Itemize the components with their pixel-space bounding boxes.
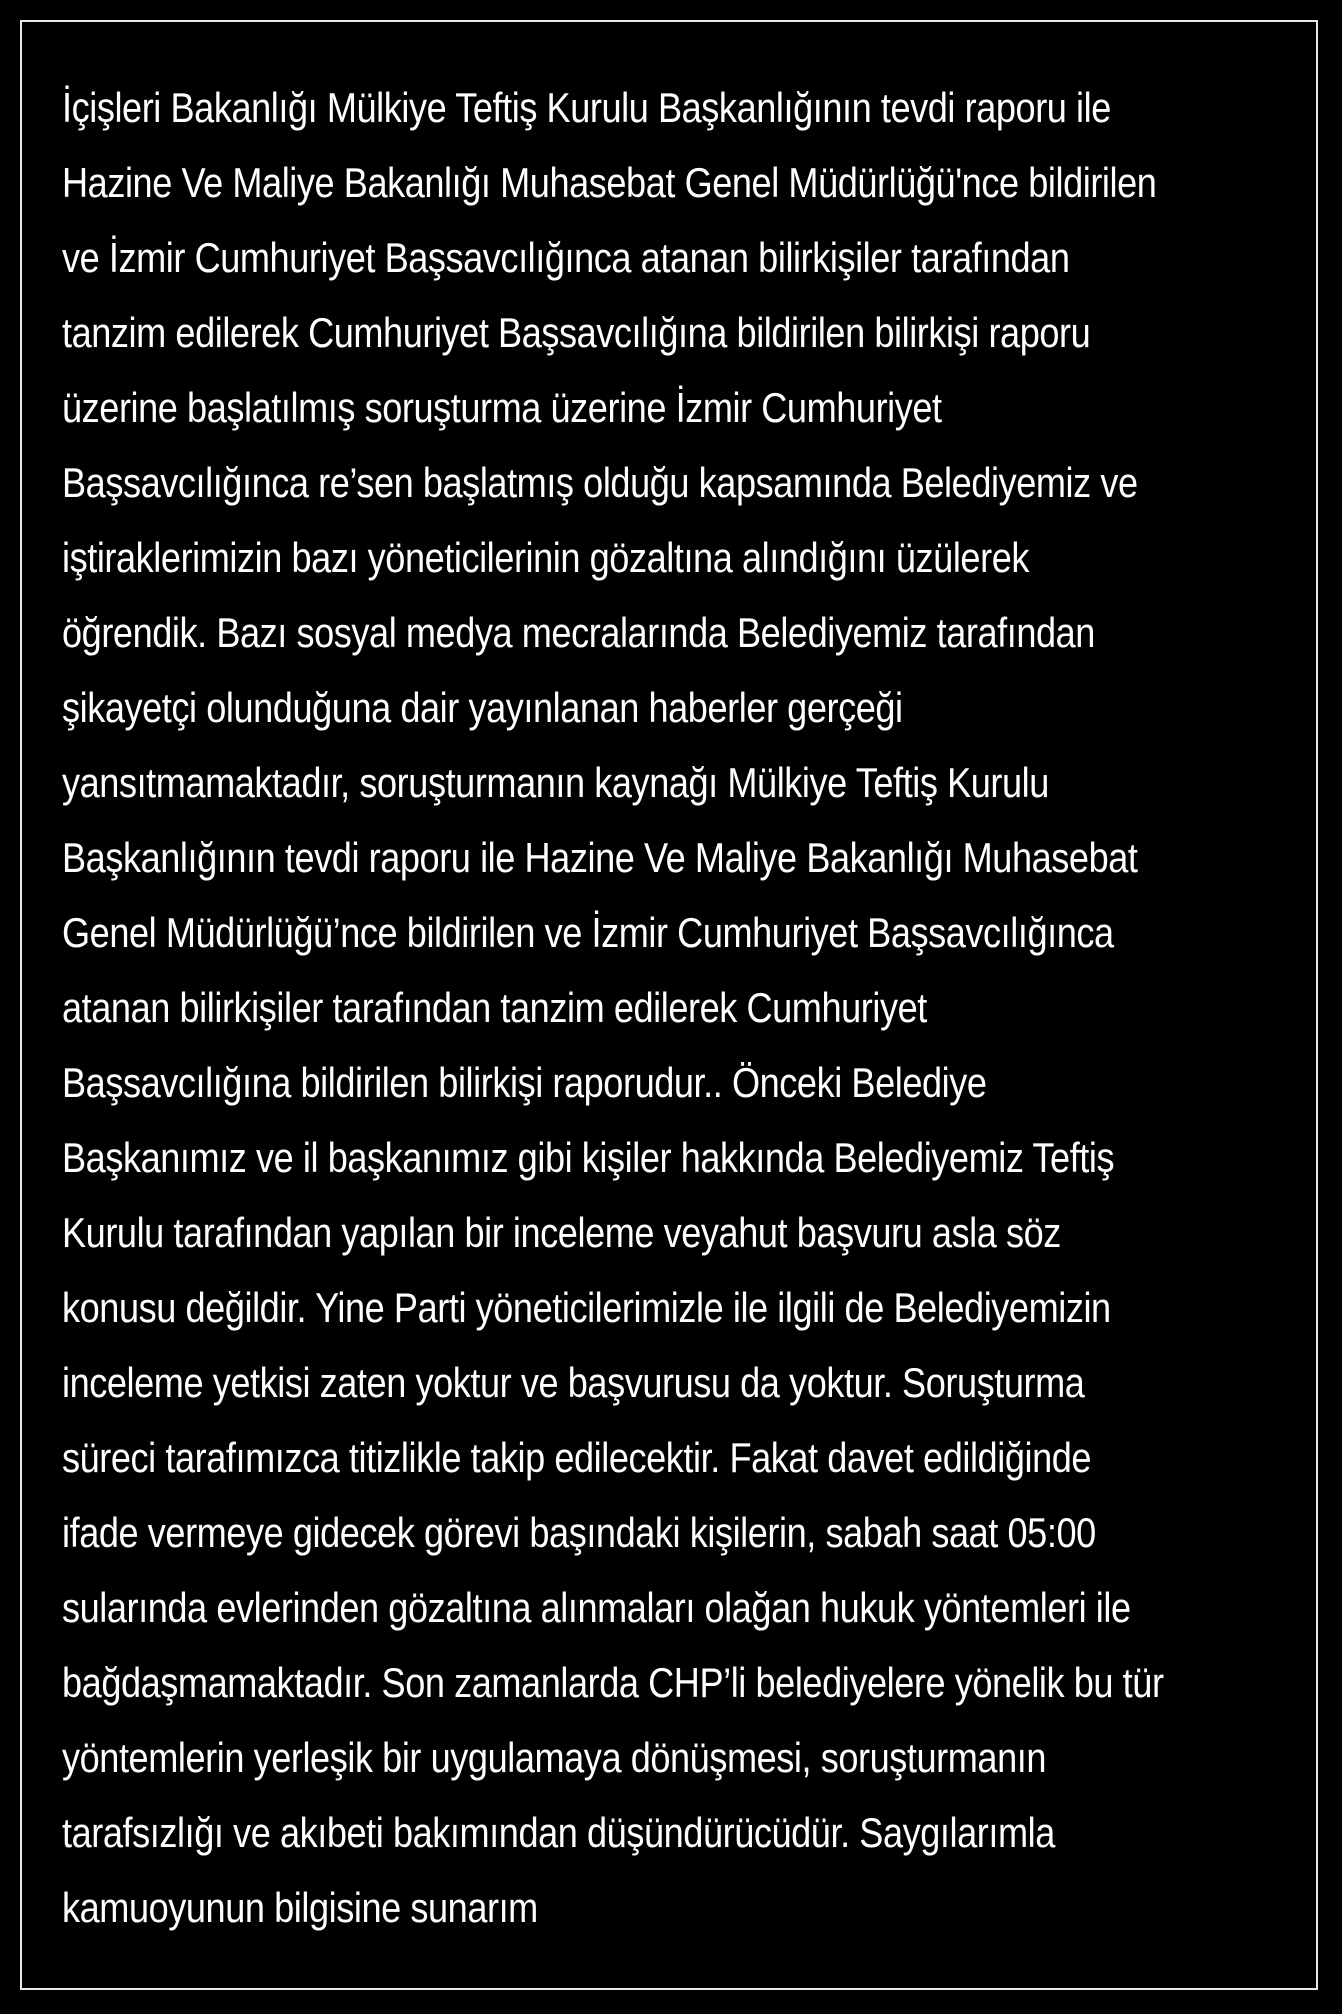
statement-line: Hazine Ve Maliye Bakanlığı Muhasebat Genel Müdürlüğü'nce bildirilen <box>62 159 1157 206</box>
statement-line: sularında evlerinden gözaltına alınmaları olağan hukuk yöntemleri ile <box>62 1584 1131 1631</box>
statement-line: inceleme yetkisi zaten yoktur ve başvurusu da yoktur. Soruşturma <box>62 1359 1085 1406</box>
statement-line: Kurulu tarafından yapılan bir inceleme veyahut başvuru asla söz <box>62 1209 1061 1256</box>
statement-line: bağdaşmamaktadır. Son zamanlarda CHP’li belediyelere yönelik bu tür <box>62 1659 1164 1706</box>
statement-line: konusu değildir. Yine Parti yöneticilerimizle ile ilgili de Belediyemizin <box>62 1284 1111 1331</box>
statement-line: tarafsızlığı ve akıbeti bakımından düşündürücüdür. Saygılarımla <box>62 1809 1055 1856</box>
statement-line: atanan bilirkişiler tarafından tanzim edilerek Cumhuriyet <box>62 984 927 1031</box>
statement-line: yöntemlerin yerleşik bir uygulamaya dönüşmesi, soruşturmanın <box>62 1734 1047 1781</box>
statement-line: Genel Müdürlüğü’nce bildirilen ve İzmir Cumhuriyet Başsavcılığınca <box>62 909 1114 956</box>
statement-line: şikayetçi olunduğuna dair yayınlanan haberler gerçeği <box>62 684 903 731</box>
statement-line: Başsavcılığınca re’sen başlatmış olduğu kapsamında Belediyemiz ve <box>62 459 1138 506</box>
statement-line: öğrendik. Bazı sosyal medya mecralarında Belediyemiz tarafından <box>62 609 1095 656</box>
statement-line: tanzim edilerek Cumhuriyet Başsavcılığına bildirilen bilirkişi raporu <box>62 309 1091 356</box>
statement-line: kamuoyunun bilgisine sunarım <box>62 1884 538 1931</box>
statement-line: ve İzmir Cumhuriyet Başsavcılığınca atanan bilirkişiler tarafından <box>62 234 1070 281</box>
statement-line: ifade vermeye gidecek görevi başındaki kişilerin, sabah saat 05:00 <box>62 1509 1096 1556</box>
statement-line: yansıtmamaktadır, soruşturmanın kaynağı Mülkiye Teftiş Kurulu <box>62 759 1049 806</box>
statement-line: iştiraklerimizin bazı yöneticilerinin gözaltına alındığını üzülerek <box>62 534 1029 581</box>
press-statement-text <box>62 70 1302 1945</box>
statement-line: Başkanlığının tevdi raporu ile Hazine Ve Maliye Bakanlığı Muhasebat <box>62 834 1138 881</box>
statement-line: Başsavcılığına bildirilen bilirkişi raporudur.. Önceki Belediye <box>62 1059 987 1106</box>
statement-line: üzerine başlatılmış soruşturma üzerine İzmir Cumhuriyet <box>62 384 942 431</box>
statement-line: süreci tarafımızca titizlikle takip edilecektir. Fakat davet edildiğinde <box>62 1434 1092 1481</box>
statement-line: İçişleri Bakanlığı Mülkiye Teftiş Kurulu Başkanlığının tevdi raporu ile <box>62 84 1111 131</box>
statement-line: Başkanımız ve il başkanımız gibi kişiler hakkında Belediyemiz Teftiş <box>62 1134 1115 1181</box>
